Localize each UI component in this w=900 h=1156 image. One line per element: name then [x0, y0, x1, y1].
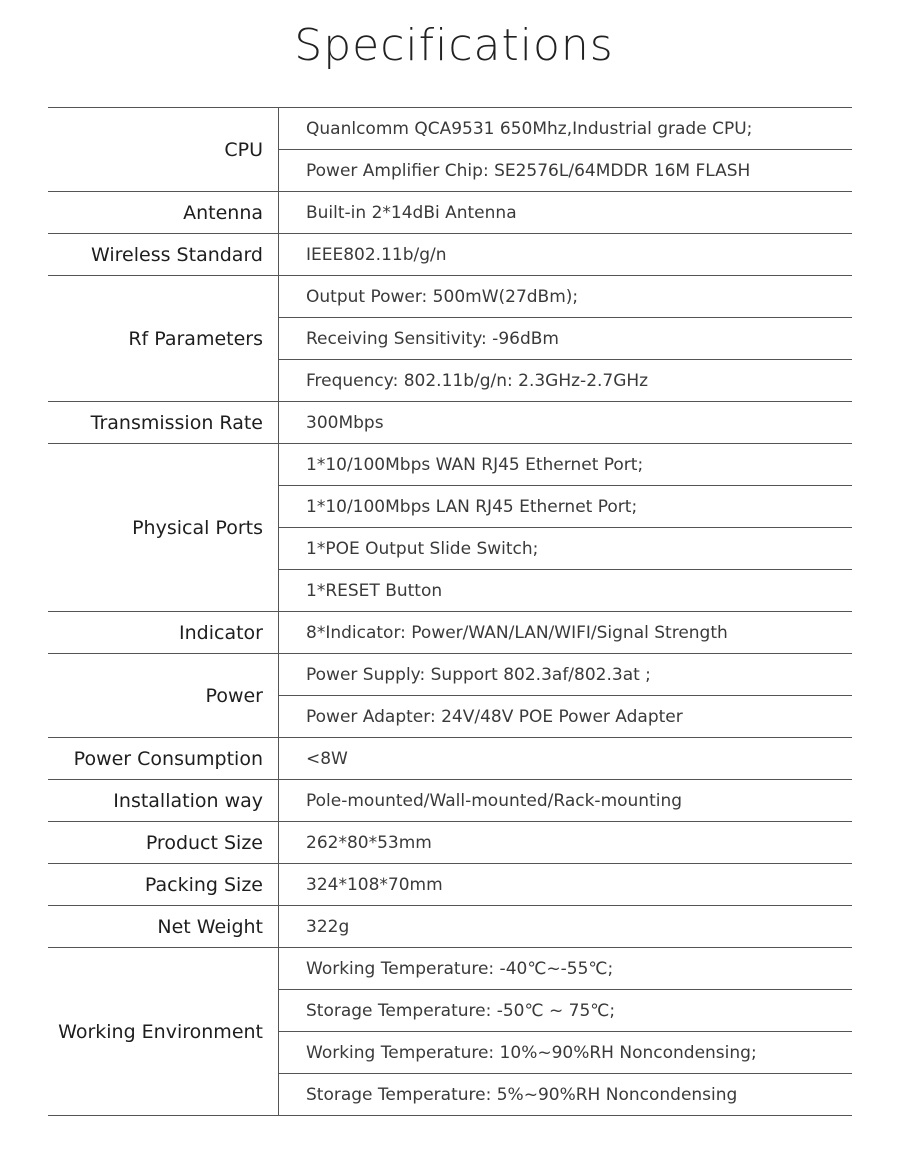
spec-label: Antenna	[48, 192, 279, 233]
spec-values	[279, 612, 852, 653]
spec-label: Wireless Standard	[48, 234, 279, 275]
spec-row	[48, 444, 852, 612]
spec-values	[279, 864, 852, 905]
spec-value: Output Power: 500mW(27dBm);	[279, 276, 852, 318]
spec-value: Built-in 2*14dBi Antenna	[306, 202, 517, 223]
spec-label: Indicator	[48, 612, 279, 653]
spec-value: 324*108*70mm	[306, 874, 443, 895]
spec-value: 1*POE Output Slide Switch;	[279, 528, 852, 570]
spec-value: 1*RESET Button	[306, 580, 443, 601]
spec-value: Working Temperature: -40℃~-55℃;	[279, 948, 852, 990]
spec-label: Installation way	[48, 780, 279, 821]
spec-value: Quanlcomm QCA9531 650Mhz,Industrial grade CPU;	[279, 108, 852, 150]
spec-label: Power Consumption	[48, 738, 279, 779]
spec-row	[48, 612, 852, 654]
spec-value: 300Mbps	[306, 412, 384, 433]
spec-values	[279, 822, 852, 863]
spec-value: IEEE802.11b/g/n	[306, 244, 447, 265]
spec-values	[279, 780, 852, 821]
spec-values	[279, 402, 852, 443]
spec-label: Net Weight	[48, 906, 279, 947]
spec-value: Power Supply: Support 802.3af/802.3at ;	[279, 654, 852, 696]
spec-value: Storage Temperature: -50℃ ~ 75℃;	[279, 990, 852, 1032]
spec-values	[279, 234, 852, 275]
spec-value: 322g	[306, 916, 350, 937]
spec-row	[48, 822, 852, 864]
spec-label: Power	[48, 654, 279, 737]
spec-values	[279, 108, 852, 191]
spec-row	[48, 402, 852, 444]
spec-values	[279, 738, 852, 779]
spec-label: Transmission Rate	[48, 402, 279, 443]
spec-row	[48, 108, 852, 192]
spec-row	[48, 864, 852, 906]
spec-values	[279, 444, 852, 611]
spec-row	[48, 906, 852, 948]
spec-table	[48, 107, 852, 1116]
spec-label: Packing Size	[48, 864, 279, 905]
spec-values	[279, 276, 852, 401]
spec-row	[48, 654, 852, 738]
spec-value: Frequency: 802.11b/g/n: 2.3GHz-2.7GHz	[306, 370, 649, 391]
spec-value: 1*10/100Mbps WAN RJ45 Ethernet Port;	[279, 444, 852, 486]
spec-label: Working Environment	[48, 948, 279, 1115]
spec-value: 8*Indicator: Power/WAN/LAN/WIFI/Signal Strength	[306, 622, 728, 643]
spec-row	[48, 780, 852, 822]
spec-values	[279, 948, 852, 1115]
spec-row	[48, 948, 852, 1116]
spec-value: Working Temperature: 10%~90%RH Noncondensing;	[279, 1032, 852, 1074]
spec-value: Storage Temperature: 5%~90%RH Noncondensing	[306, 1084, 738, 1105]
spec-row	[48, 234, 852, 276]
spec-label: CPU	[48, 108, 279, 191]
spec-row	[48, 738, 852, 780]
spec-value: Receiving Sensitivity: -96dBm	[279, 318, 852, 360]
spec-values	[279, 906, 852, 947]
spec-value: 262*80*53mm	[306, 832, 432, 853]
spec-value: Pole-mounted/Wall-mounted/Rack-mounting	[306, 790, 683, 811]
spec-row	[48, 192, 852, 234]
spec-value: Power Adapter: 24V/48V POE Power Adapter	[306, 706, 683, 727]
spec-label: Product Size	[48, 822, 279, 863]
spec-label: Physical Ports	[48, 444, 279, 611]
spec-values	[279, 192, 852, 233]
page-title: Specifications	[294, 20, 614, 71]
spec-row	[48, 276, 852, 402]
spec-value: 1*10/100Mbps LAN RJ45 Ethernet Port;	[279, 486, 852, 528]
spec-label: Rf Parameters	[48, 276, 279, 401]
spec-value: Power Amplifier Chip: SE2576L/64MDDR 16M FLASH	[306, 160, 751, 181]
spec-value: <8W	[306, 748, 348, 769]
spec-values	[279, 654, 852, 737]
